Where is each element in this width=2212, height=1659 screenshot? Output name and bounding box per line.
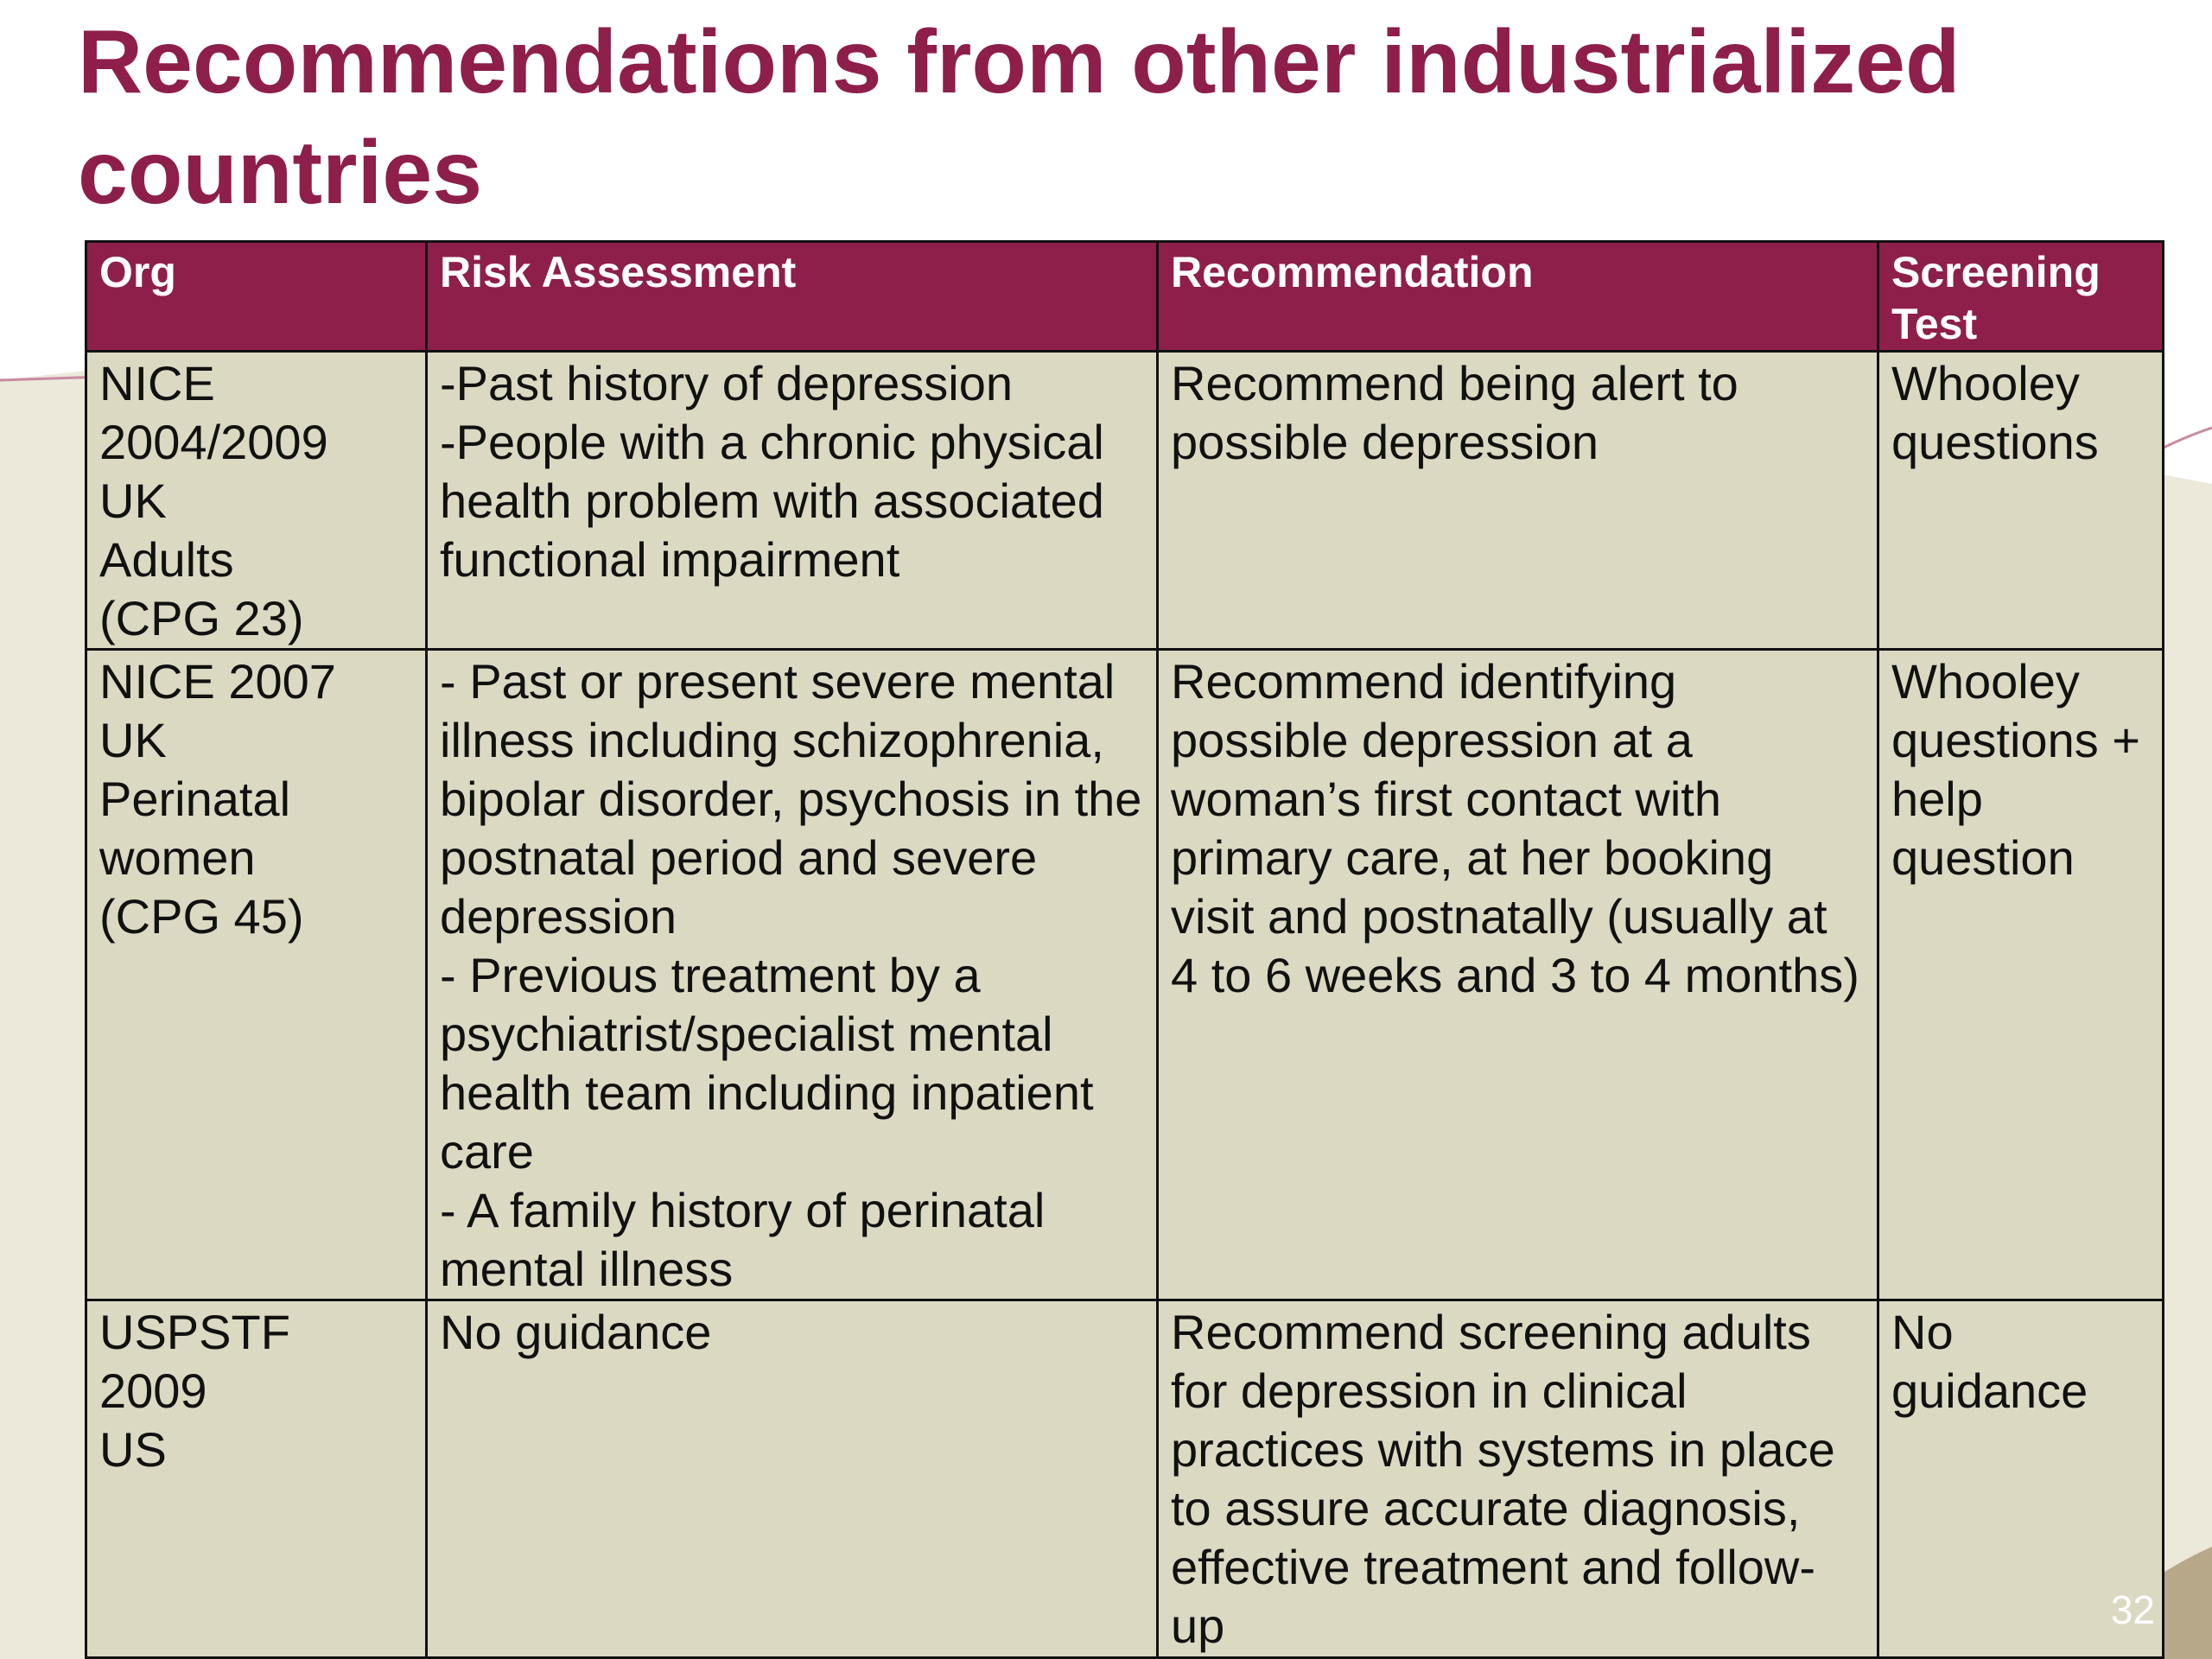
table-header-row (86, 242, 2164, 352)
cell-screening-test: Whooley questions (1878, 352, 2164, 650)
cell-recommendation: Recommend screening adults for depression in clinical practices with systems in place to assure accurate diagnosis, effective treatment and follow-up (1158, 1300, 1878, 1658)
cell-risk-assessment: No guidance (427, 1300, 1158, 1658)
table-row (86, 1300, 2164, 1658)
cell-org: USPSTF 2009 US (86, 1300, 427, 1658)
cell-org: NICE 2007 UK Perinatal women (CPG 45) (86, 650, 427, 1300)
table-row (86, 352, 2164, 650)
header-risk-assessment: Risk Assessment (427, 242, 1158, 352)
header-org: Org (86, 242, 427, 352)
cell-risk-assessment: - Past or present severe mental illness including schizophrenia, bipolar disorder, psychosis in the postnatal period and severe depression - Previous treatment by a psychiatrist/specialist mental health team including inpatient care - A family history of perinatal mental illness (427, 650, 1158, 1300)
cell-screening-test: Whooley questions + help question (1878, 650, 2164, 1300)
cell-org: NICE 2004/2009 UK Adults (CPG 23) (86, 352, 427, 650)
cell-recommendation: Recommend identifying possible depression at a woman’s first contact with primary care, at her booking visit and postnatally (usually at 4 to 6 weeks and 3 to 4 months) (1158, 650, 1878, 1300)
recommendations-table (85, 240, 2164, 1659)
table-row (86, 650, 2164, 1300)
slide-title: Recommendations from other industrialized countries (78, 12, 1961, 223)
page-number: 32 (2110, 1587, 2155, 1632)
header-screening-test: Screening Test (1878, 242, 2164, 352)
cell-risk-assessment: -Past history of depression -People with a chronic physical health problem with associated functional impairment (427, 352, 1158, 650)
cell-screening-test: No guidance (1878, 1300, 2164, 1658)
header-recommendation: Recommendation (1158, 242, 1878, 352)
cell-recommendation: Recommend being alert to possible depression (1158, 352, 1878, 650)
